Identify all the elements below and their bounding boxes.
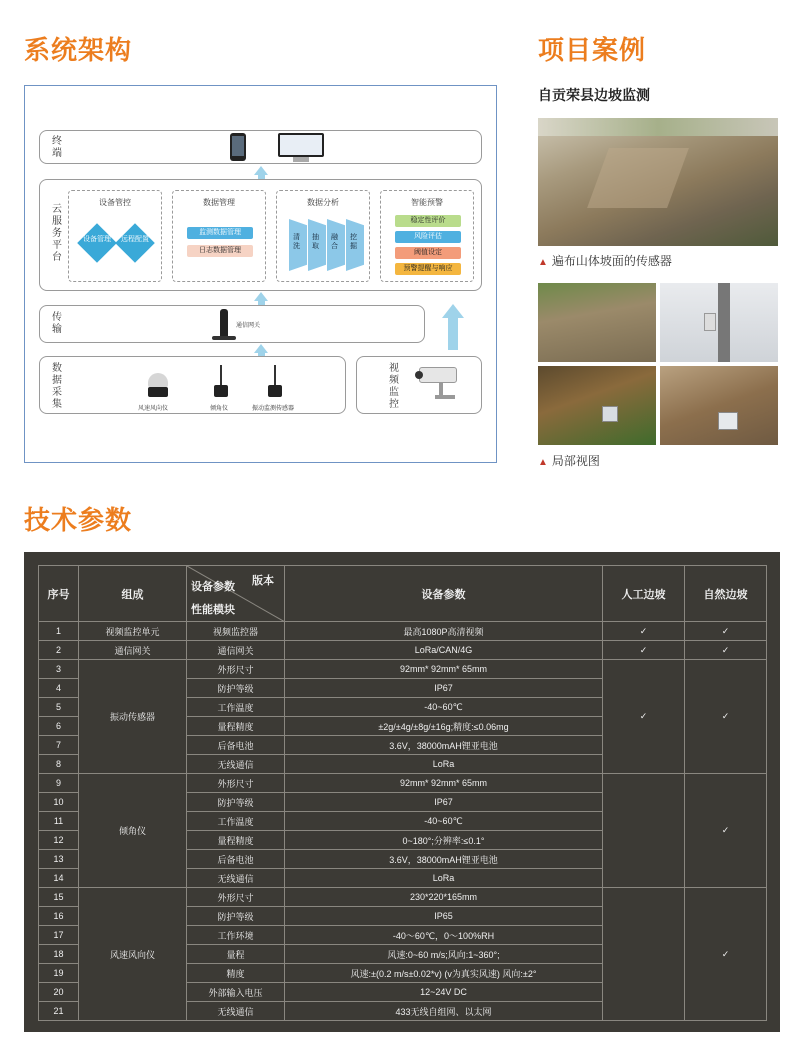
check-icon: ✓ bbox=[685, 774, 767, 888]
architecture-title: 系统架构 bbox=[24, 35, 133, 65]
row-spec: 12~24V DC bbox=[285, 983, 603, 1002]
tilt-sensor-caption: 倾角仪 bbox=[210, 406, 229, 412]
row-component: 通信网关 bbox=[79, 641, 187, 660]
header-device-params: 设备参数 bbox=[191, 581, 235, 593]
fuse-label: 融合 bbox=[331, 234, 338, 250]
row-spec: -40~60℃ bbox=[285, 812, 603, 831]
header-artificial: 人工边坡 bbox=[603, 566, 685, 622]
row-module: 无线通信 bbox=[187, 869, 285, 888]
threshold-pill: 阈值设定 bbox=[395, 247, 461, 259]
device-management-title: 设备管控 bbox=[99, 198, 131, 207]
alert-response-pill: 预警提醒与响应 bbox=[395, 263, 461, 275]
row-module: 外形尺寸 bbox=[187, 660, 285, 679]
data-management-title: 数据管理 bbox=[203, 198, 235, 207]
row-index: 11 bbox=[39, 812, 79, 831]
check-icon: ✓ bbox=[603, 660, 685, 774]
row-module: 量程精度 bbox=[187, 717, 285, 736]
row-spec: IP65 bbox=[285, 907, 603, 926]
row-module: 工作温度 bbox=[187, 698, 285, 717]
header-component: 组成 bbox=[79, 566, 187, 622]
row-spec: LoRa bbox=[285, 755, 603, 774]
transport-label: 传输 bbox=[52, 312, 62, 335]
case-title: 自贡荣县边坡监测 bbox=[538, 87, 650, 103]
row-index: 12 bbox=[39, 831, 79, 850]
row-index: 18 bbox=[39, 945, 79, 964]
check-icon: ✓ bbox=[603, 622, 685, 641]
params-table-panel bbox=[24, 552, 780, 1032]
table-row bbox=[39, 622, 767, 641]
arrow-up-icon bbox=[254, 292, 268, 301]
cloud-label: 云服务平台 bbox=[52, 204, 62, 263]
row-index: 3 bbox=[39, 660, 79, 679]
header-natural: 自然边坡 bbox=[685, 566, 767, 622]
row-module: 工作环境 bbox=[187, 926, 285, 945]
row-spec: 230*220*165mm bbox=[285, 888, 603, 907]
row-spec: IP67 bbox=[285, 679, 603, 698]
terminal-layer bbox=[39, 130, 482, 164]
log-data-pill: 日志数据管理 bbox=[187, 245, 253, 257]
video-monitor-layer bbox=[356, 356, 482, 414]
row-spec: IP67 bbox=[285, 793, 603, 812]
collect-label: 数据采集 bbox=[52, 363, 62, 410]
table-header-row bbox=[39, 566, 767, 622]
detail-photo-4 bbox=[660, 366, 778, 445]
row-spec: LoRa/CAN/4G bbox=[285, 641, 603, 660]
row-module: 量程 bbox=[187, 945, 285, 964]
row-index: 17 bbox=[39, 926, 79, 945]
vibration-sensor-caption: 振动监测传感器 bbox=[252, 406, 295, 412]
row-module: 通信网关 bbox=[187, 641, 285, 660]
terminal-label: 终端 bbox=[52, 136, 62, 159]
row-module: 视频监控器 bbox=[187, 622, 285, 641]
data-analysis-box bbox=[276, 190, 370, 282]
vibration-sensor-icon bbox=[268, 365, 282, 399]
row-spec: 92mm* 92mm* 65mm bbox=[285, 774, 603, 793]
stability-pill: 稳定性评价 bbox=[395, 215, 461, 227]
cloud-platform-layer bbox=[39, 179, 482, 291]
row-spec: 0~180°;分辨率:≤0.1° bbox=[285, 831, 603, 850]
triangle-icon: ▲ bbox=[538, 257, 548, 268]
data-management-box bbox=[172, 190, 266, 282]
row-index: 10 bbox=[39, 793, 79, 812]
clean-label: 清洗 bbox=[293, 234, 300, 250]
check-icon: ✓ bbox=[685, 622, 767, 641]
gateway-caption: 通信网关 bbox=[236, 323, 261, 329]
detail-photo-2 bbox=[660, 283, 778, 362]
table-row bbox=[39, 641, 767, 660]
row-spec: 风速:0~60 m/s;风向:1~360°; bbox=[285, 945, 603, 964]
risk-pill: 风险评估 bbox=[395, 231, 461, 243]
row-index: 15 bbox=[39, 888, 79, 907]
table-row bbox=[39, 774, 767, 793]
row-index: 14 bbox=[39, 869, 79, 888]
group-vibration: 振动传感器 bbox=[79, 660, 187, 774]
caption-slope-text: 遍布山体坡面的传感器 bbox=[551, 254, 672, 268]
caption-detail bbox=[538, 452, 600, 469]
monitor-icon bbox=[278, 133, 324, 163]
empty-cell bbox=[603, 888, 685, 1021]
row-module: 防护等级 bbox=[187, 793, 285, 812]
row-module: 量程精度 bbox=[187, 831, 285, 850]
row-index: 16 bbox=[39, 907, 79, 926]
video-label: 视频监控 bbox=[389, 363, 399, 410]
caption-slope bbox=[538, 252, 672, 269]
row-index: 4 bbox=[39, 679, 79, 698]
smart-alert-title: 智能预警 bbox=[411, 198, 443, 207]
row-component: 视频监控单元 bbox=[79, 622, 187, 641]
detail-photo-1 bbox=[538, 283, 656, 362]
check-icon: ✓ bbox=[685, 641, 767, 660]
row-index: 20 bbox=[39, 983, 79, 1002]
table-row bbox=[39, 660, 767, 679]
row-module: 后备电池 bbox=[187, 850, 285, 869]
row-module: 工作温度 bbox=[187, 812, 285, 831]
row-spec: -40~60℃ bbox=[285, 698, 603, 717]
row-index: 6 bbox=[39, 717, 79, 736]
empty-cell bbox=[603, 774, 685, 888]
smart-alert-box bbox=[380, 190, 474, 282]
row-index: 5 bbox=[39, 698, 79, 717]
tilt-sensor-icon bbox=[214, 365, 228, 399]
row-module: 无线通信 bbox=[187, 1002, 285, 1021]
device-management-box bbox=[68, 190, 162, 282]
triangle-icon: ▲ bbox=[538, 457, 548, 468]
group-tilt: 倾角仪 bbox=[79, 774, 187, 888]
camera-icon bbox=[419, 367, 465, 403]
gateway-icon bbox=[220, 309, 228, 339]
mine-label: 挖掘 bbox=[350, 234, 357, 250]
device-manage-label: 设备管理 bbox=[83, 236, 111, 243]
row-spec: 433无线自组网、以太网 bbox=[285, 1002, 603, 1021]
wind-sensor-caption: 风速风向仪 bbox=[138, 406, 169, 412]
row-index: 13 bbox=[39, 850, 79, 869]
row-index: 21 bbox=[39, 1002, 79, 1021]
row-index: 2 bbox=[39, 641, 79, 660]
row-spec: 风速:±(0.2 m/s±0.02*v) (v为真实风速) 风向:±2° bbox=[285, 964, 603, 983]
cases-title: 项目案例 bbox=[538, 35, 647, 65]
row-index: 9 bbox=[39, 774, 79, 793]
row-module: 防护等级 bbox=[187, 907, 285, 926]
row-spec: 最高1080P高清视频 bbox=[285, 622, 603, 641]
arrow-up-icon bbox=[254, 344, 268, 353]
header-module: 性能模块 bbox=[191, 604, 235, 616]
arrow-up-icon bbox=[254, 166, 268, 175]
data-analysis-title: 数据分析 bbox=[307, 198, 339, 207]
row-module: 外形尺寸 bbox=[187, 774, 285, 793]
header-spec: 设备参数 bbox=[285, 566, 603, 622]
header-version: 版本 bbox=[252, 575, 274, 587]
remote-config-label: 远程配置 bbox=[121, 236, 149, 243]
check-icon: ✓ bbox=[603, 641, 685, 660]
slope-photo bbox=[538, 118, 778, 246]
row-index: 7 bbox=[39, 736, 79, 755]
row-spec: 3.6V，38000mAH锂亚电池 bbox=[285, 736, 603, 755]
row-spec: -40～60℃，0～100%RH bbox=[285, 926, 603, 945]
row-module: 无线通信 bbox=[187, 755, 285, 774]
data-collection-layer bbox=[39, 356, 346, 414]
group-wind: 风速风向仪 bbox=[79, 888, 187, 1021]
monitor-data-pill: 监测数据管理 bbox=[187, 227, 253, 239]
row-module: 后备电池 bbox=[187, 736, 285, 755]
video-uplink-arrow-icon bbox=[442, 304, 464, 350]
detail-photo-3 bbox=[538, 366, 656, 445]
row-module: 外形尺寸 bbox=[187, 888, 285, 907]
row-module: 外部输入电压 bbox=[187, 983, 285, 1002]
header-index: 序号 bbox=[39, 566, 79, 622]
row-index: 8 bbox=[39, 755, 79, 774]
row-module: 精度 bbox=[187, 964, 285, 983]
row-spec: 3.6V，38000mAH锂亚电池 bbox=[285, 850, 603, 869]
phone-icon bbox=[230, 133, 246, 161]
extract-label: 抽取 bbox=[312, 234, 319, 250]
architecture-diagram bbox=[24, 85, 497, 463]
transport-layer bbox=[39, 305, 425, 343]
row-spec: ±2g/±4g/±8g/±16g;精度:≤0.06mg bbox=[285, 717, 603, 736]
params-title: 技术参数 bbox=[24, 505, 133, 535]
row-spec: 92mm* 92mm* 65mm bbox=[285, 660, 603, 679]
check-icon: ✓ bbox=[685, 888, 767, 1021]
row-spec: LoRa bbox=[285, 869, 603, 888]
row-index: 1 bbox=[39, 622, 79, 641]
row-module: 防护等级 bbox=[187, 679, 285, 698]
gateway-base bbox=[212, 336, 236, 340]
params-table bbox=[38, 565, 767, 1021]
caption-detail-text: 局部视图 bbox=[551, 454, 600, 468]
table-row bbox=[39, 888, 767, 907]
wind-sensor-icon bbox=[148, 373, 168, 397]
check-icon: ✓ bbox=[685, 660, 767, 774]
row-index: 19 bbox=[39, 964, 79, 983]
header-diagonal bbox=[187, 566, 285, 622]
